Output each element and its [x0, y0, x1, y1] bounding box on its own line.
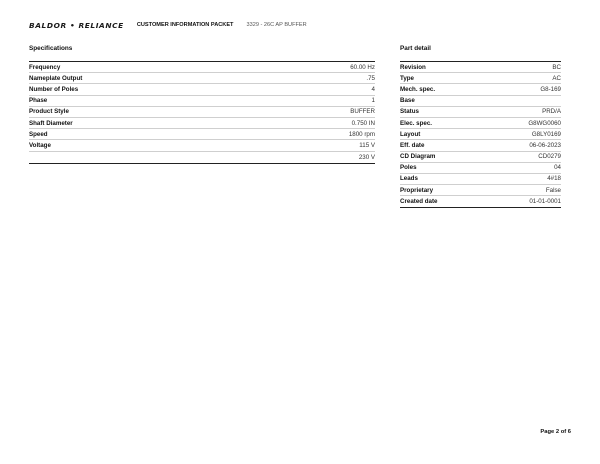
packet-subtitle: 3329 - 26C AP BUFFER — [246, 22, 307, 28]
spec-row-product-style — [29, 107, 375, 118]
specifications-title: Specifications — [29, 45, 73, 52]
part-value: BC — [552, 63, 561, 71]
part-label: Type — [400, 74, 414, 82]
spec-row-nameplate-output — [29, 73, 375, 84]
spec-row-phase — [29, 96, 375, 107]
spec-label: Shaft Diameter — [29, 119, 73, 127]
part-row-eff-date — [400, 140, 561, 151]
spec-value: 230 V — [358, 153, 375, 161]
part-value: CD0279 — [538, 153, 561, 161]
part-row-cd-diagram — [400, 152, 561, 163]
document-header — [29, 19, 307, 31]
part-label: CD Diagram — [400, 153, 436, 161]
spec-row-voltage — [29, 140, 375, 151]
part-label: Mech. spec. — [400, 85, 436, 93]
part-row-poles — [400, 163, 561, 174]
part-value: 06-06-2023 — [529, 141, 561, 149]
part-value: False — [545, 186, 561, 194]
part-label: Eff. date — [400, 141, 425, 149]
spec-value: 1 — [371, 97, 375, 105]
spec-label: Number of Poles — [29, 85, 79, 93]
spec-value: BUFFER — [350, 108, 375, 116]
packet-title: CUSTOMER INFORMATION PACKET — [136, 22, 234, 28]
part-row-leads — [400, 174, 561, 185]
spec-row-number-of-poles — [29, 84, 375, 95]
part-detail-table — [400, 61, 561, 208]
page-number: Page 2 of 6 — [540, 429, 571, 435]
spec-value: 4 — [371, 85, 375, 93]
spec-row-voltage-alt — [29, 152, 375, 163]
part-label: Base — [400, 97, 415, 105]
spec-value: 60.00 Hz — [350, 63, 375, 71]
spec-label: Frequency — [29, 63, 61, 71]
part-label: Layout — [400, 130, 421, 138]
spec-row-shaft-diameter — [29, 118, 375, 129]
part-value: G8-169 — [540, 85, 561, 93]
part-label: Leads — [400, 175, 418, 183]
spec-value: 0.750 IN — [351, 119, 375, 127]
spec-row-speed — [29, 129, 375, 140]
part-label: Elec. spec. — [400, 119, 432, 127]
part-label: Revision — [400, 63, 426, 71]
part-value: 01-01-0001 — [529, 198, 561, 206]
part-label: Poles — [400, 164, 417, 172]
part-row-elec-spec — [400, 118, 561, 129]
part-row-revision — [400, 62, 561, 73]
spec-value: 1800 rpm — [348, 130, 375, 138]
part-value: G8LY0169 — [531, 130, 561, 138]
part-row-layout — [400, 129, 561, 140]
brand-logo: BALDOR • RELIANCE — [29, 20, 124, 30]
spec-label: Product Style — [29, 108, 69, 116]
part-row-base — [400, 96, 561, 107]
part-value: AC — [552, 74, 561, 82]
spec-label: Phase — [29, 97, 48, 105]
spec-label: Voltage — [29, 141, 51, 149]
spec-row-frequency — [29, 62, 375, 73]
part-row-proprietary — [400, 185, 561, 196]
spec-value: .75 — [366, 74, 375, 82]
part-label: Proprietary — [400, 186, 434, 194]
part-value: 04 — [554, 164, 561, 172]
part-label: Created date — [400, 198, 438, 206]
part-detail-title: Part detail — [400, 45, 431, 52]
part-value: G8WG0060 — [528, 119, 561, 127]
part-row-mech-spec — [400, 84, 561, 95]
part-label: Status — [400, 108, 419, 116]
specifications-table — [29, 61, 375, 164]
part-row-created-date — [400, 196, 561, 207]
part-row-type — [400, 73, 561, 84]
part-value: PRD/A — [542, 108, 561, 116]
spec-label: Speed — [29, 130, 48, 138]
spec-label: Nameplate Output — [29, 74, 83, 82]
spec-value: 115 V — [359, 141, 375, 149]
part-row-status — [400, 107, 561, 118]
part-value: 4#18 — [547, 175, 561, 183]
